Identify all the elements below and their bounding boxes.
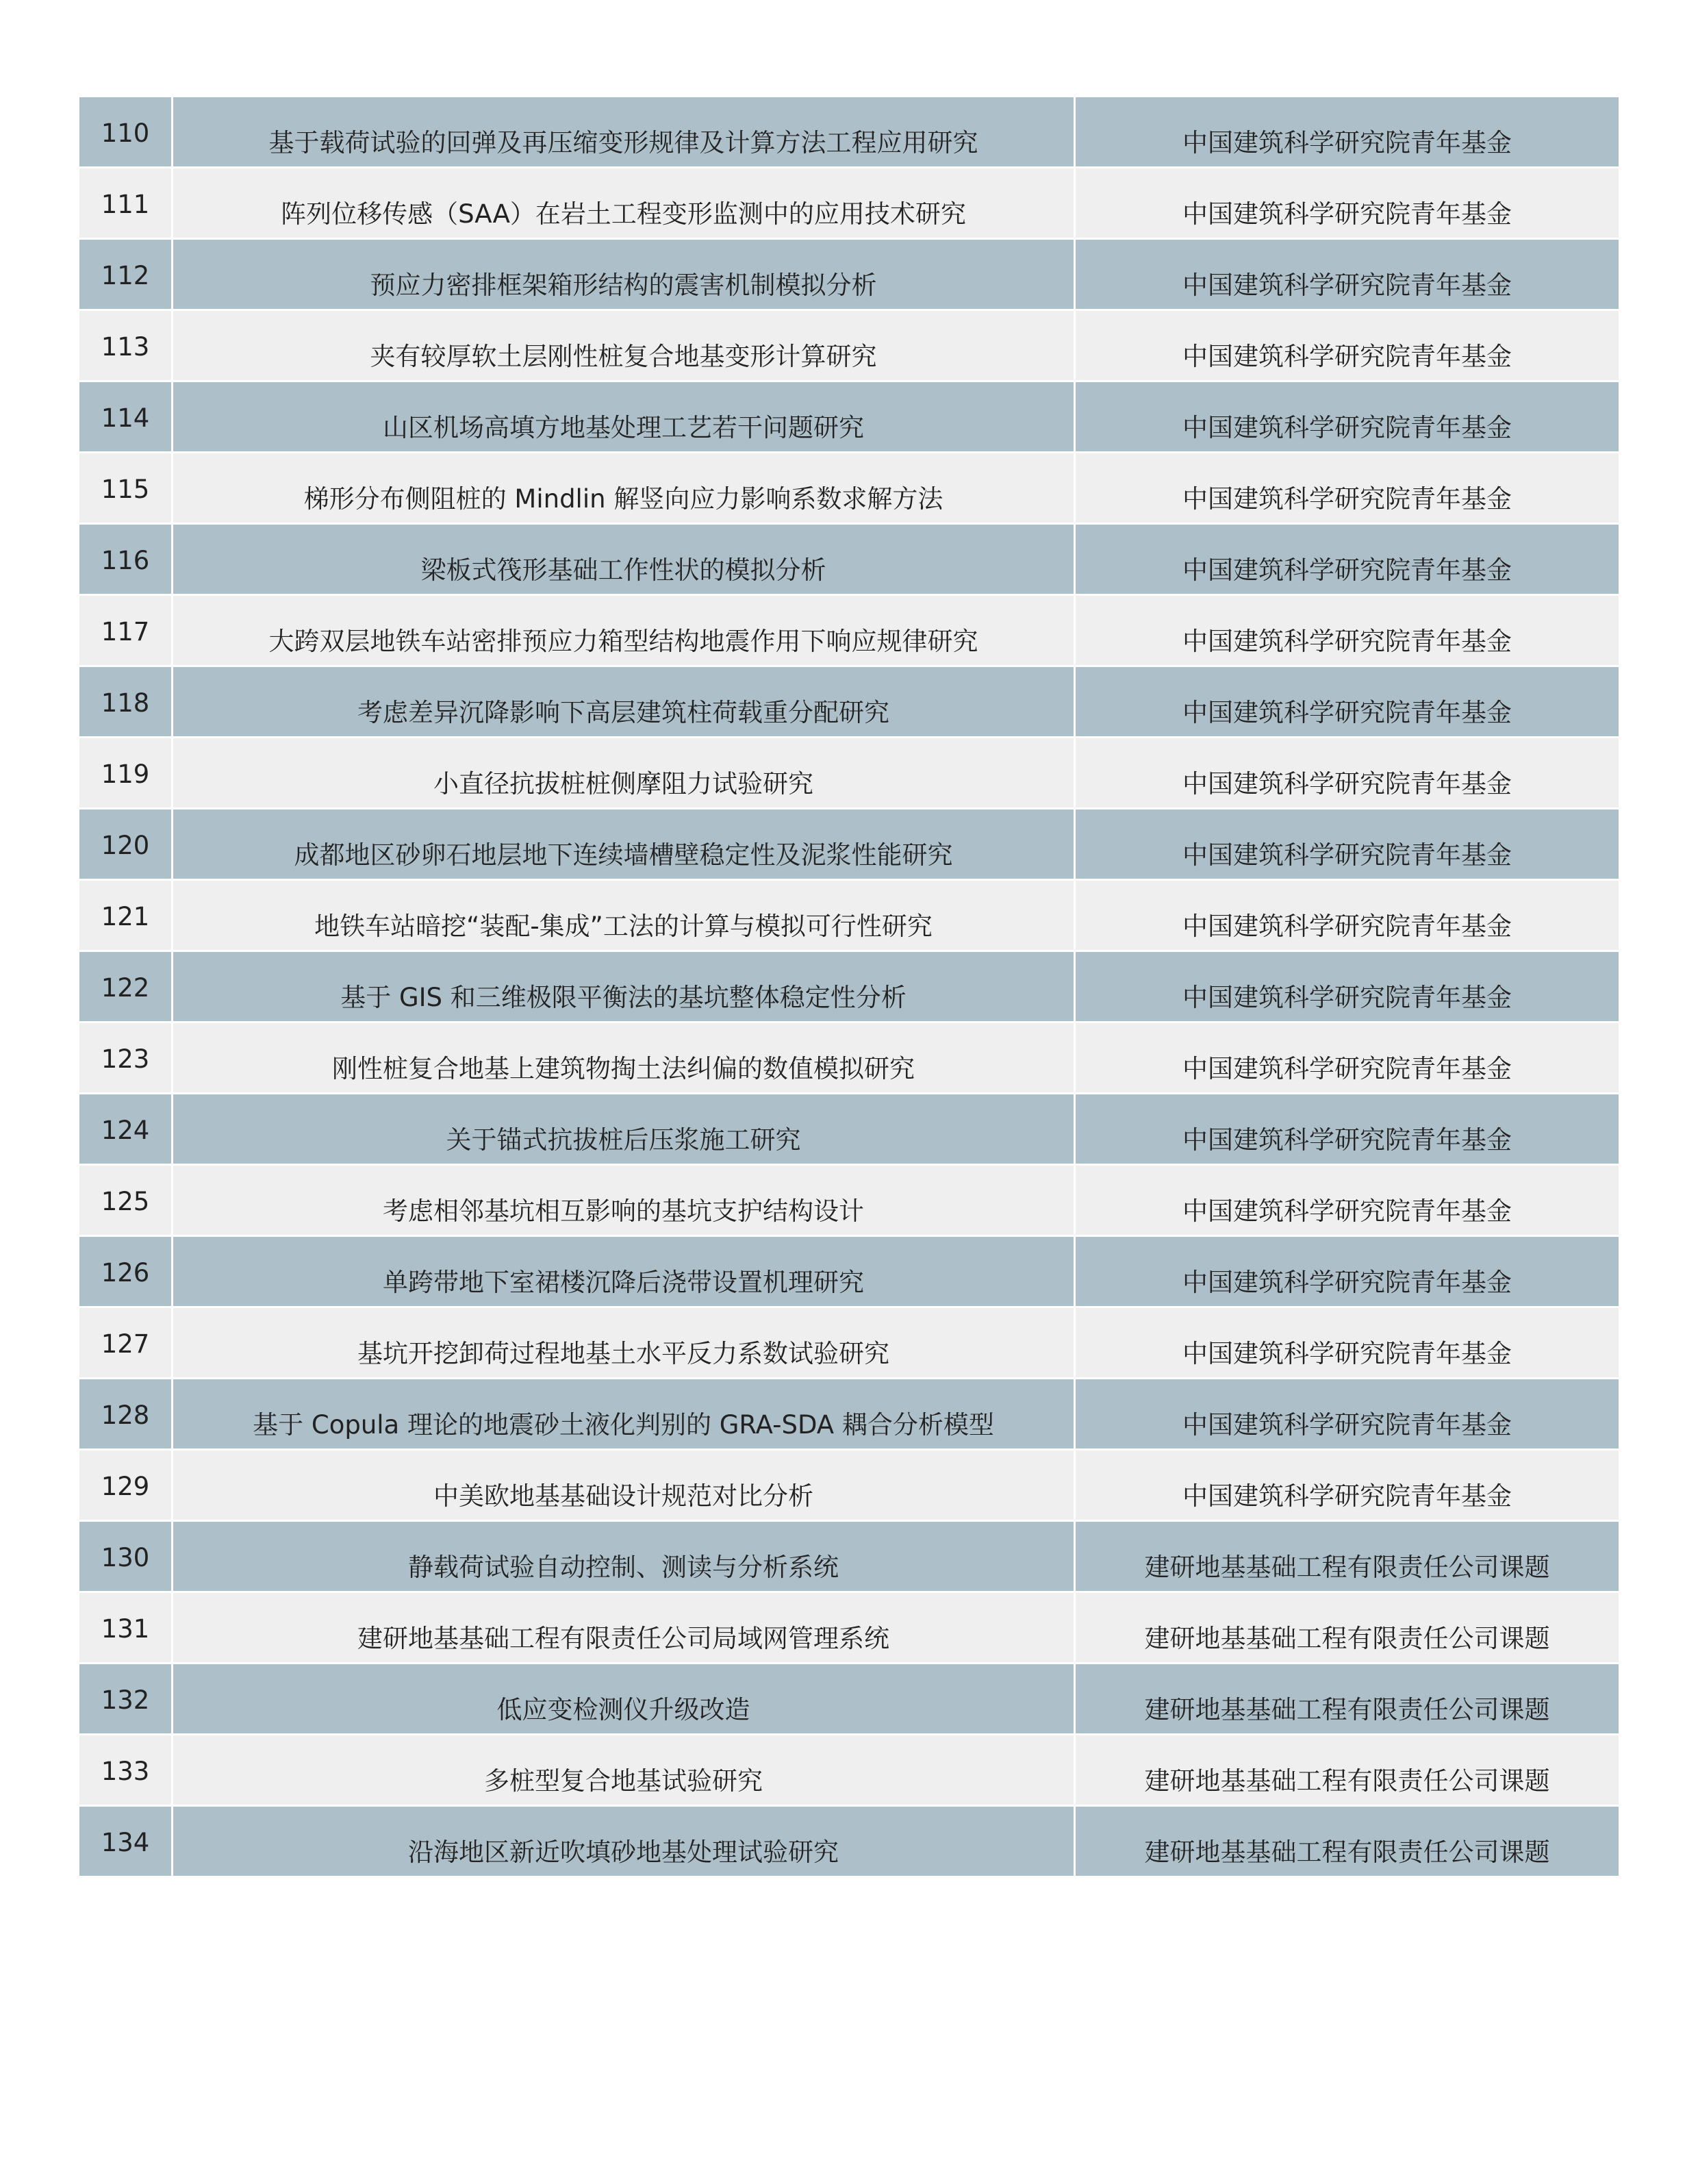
project-title: 山区机场高填方地基处理工艺若干问题研究 (173, 382, 1076, 451)
project-table (79, 95, 1619, 1878)
table-row (79, 952, 1619, 1023)
project-title: 刚性桩复合地基上建筑物掏土法纠偏的数值模拟研究 (173, 1023, 1076, 1092)
project-title: 地铁车站暗挖“装配-集成”工法的计算与模拟可行性研究 (173, 881, 1076, 950)
funding-source: 中国建筑科学研究院青年基金 (1182, 271, 1512, 300)
row-number: 115 (79, 453, 173, 523)
project-title: 大跨双层地铁车站密排预应力箱型结构地震作用下响应规律研究 (173, 596, 1076, 665)
row-number: 132 (79, 1664, 173, 1733)
table-row (79, 1664, 1619, 1735)
row-number: 130 (79, 1522, 173, 1591)
project-title: 基于 Copula 理论的地震砂土液化判别的 GRA-SDA 耦合分析模型 (173, 1379, 1076, 1448)
row-number: 111 (79, 168, 173, 238)
funding-source: 中国建筑科学研究院青年基金 (1182, 1054, 1512, 1083)
row-number: 122 (79, 952, 173, 1021)
project-title: 小直径抗拔桩桩侧摩阻力试验研究 (173, 738, 1076, 807)
table-row (79, 1094, 1619, 1166)
row-number: 125 (79, 1166, 173, 1235)
row-number: 114 (79, 382, 173, 451)
project-title: 预应力密排框架箱形结构的震害机制模拟分析 (173, 240, 1076, 309)
table-row (79, 1451, 1619, 1522)
funding-source: 中国建筑科学研究院青年基金 (1182, 1339, 1512, 1368)
table-row (79, 382, 1619, 453)
funding-source: 中国建筑科学研究院青年基金 (1182, 769, 1512, 799)
table-row (79, 1308, 1619, 1379)
row-number: 110 (79, 97, 173, 166)
funding-source: 中国建筑科学研究院青年基金 (1182, 912, 1512, 941)
project-title: 成都地区砂卵石地层地下连续墙槽壁稳定性及泥浆性能研究 (173, 809, 1076, 879)
row-number: 112 (79, 240, 173, 309)
table-row (79, 1166, 1619, 1237)
table-row (79, 1593, 1619, 1664)
table-row (79, 738, 1619, 809)
table-row (79, 809, 1619, 881)
funding-source: 中国建筑科学研究院青年基金 (1182, 413, 1512, 442)
row-number: 119 (79, 738, 173, 807)
table-row (79, 1379, 1619, 1451)
row-number: 124 (79, 1094, 173, 1164)
table-row (79, 168, 1619, 240)
project-title: 关于锚式抗拔桩后压浆施工研究 (173, 1094, 1076, 1164)
project-title: 阵列位移传感（SAA）在岩土工程变形监测中的应用技术研究 (173, 168, 1076, 238)
funding-source: 建研地基基础工程有限责任公司课题 (1144, 1553, 1550, 1582)
project-title: 基坑开挖卸荷过程地基土水平反力系数试验研究 (173, 1308, 1076, 1377)
table-row (79, 1807, 1619, 1878)
row-number: 121 (79, 881, 173, 950)
project-title: 基于载荷试验的回弹及再压缩变形规律及计算方法工程应用研究 (173, 97, 1076, 166)
table-row (79, 453, 1619, 525)
funding-source: 中国建筑科学研究院青年基金 (1182, 1268, 1512, 1297)
funding-source: 中国建筑科学研究院青年基金 (1182, 199, 1512, 229)
table-row (79, 525, 1619, 596)
funding-source: 建研地基基础工程有限责任公司课题 (1144, 1837, 1550, 1867)
table-row (79, 1522, 1619, 1593)
table-row (79, 1735, 1619, 1807)
project-title: 沿海地区新近吹填砂地基处理试验研究 (173, 1807, 1076, 1876)
funding-source: 建研地基基础工程有限责任公司课题 (1144, 1624, 1550, 1653)
funding-source: 中国建筑科学研究院青年基金 (1182, 342, 1512, 371)
project-title: 考虑差异沉降影响下高层建筑柱荷载重分配研究 (173, 667, 1076, 736)
row-number: 133 (79, 1735, 173, 1805)
table-row (79, 881, 1619, 952)
row-number: 117 (79, 596, 173, 665)
project-title: 单跨带地下室裙楼沉降后浇带设置机理研究 (173, 1237, 1076, 1306)
project-title: 考虑相邻基坑相互影响的基坑支护结构设计 (173, 1166, 1076, 1235)
funding-source: 中国建筑科学研究院青年基金 (1182, 1481, 1512, 1511)
table-row (79, 240, 1619, 311)
table-row (79, 1023, 1619, 1094)
project-title: 多桩型复合地基试验研究 (173, 1735, 1076, 1805)
row-number: 123 (79, 1023, 173, 1092)
row-number: 128 (79, 1379, 173, 1448)
table-row (79, 596, 1619, 667)
row-number: 120 (79, 809, 173, 879)
table-row (79, 311, 1619, 382)
funding-source: 中国建筑科学研究院青年基金 (1182, 840, 1512, 870)
row-number: 113 (79, 311, 173, 380)
funding-source: 中国建筑科学研究院青年基金 (1182, 555, 1512, 585)
funding-source: 中国建筑科学研究院青年基金 (1182, 1410, 1512, 1440)
project-title: 基于 GIS 和三维极限平衡法的基坑整体稳定性分析 (173, 952, 1076, 1021)
project-title: 静载荷试验自动控制、测读与分析系统 (173, 1522, 1076, 1591)
project-title: 低应变检测仪升级改造 (173, 1664, 1076, 1733)
funding-source: 中国建筑科学研究院青年基金 (1182, 698, 1512, 727)
project-title: 梁板式筏形基础工作性状的模拟分析 (173, 525, 1076, 594)
funding-source: 建研地基基础工程有限责任公司课题 (1144, 1766, 1550, 1796)
funding-source: 中国建筑科学研究院青年基金 (1182, 1196, 1512, 1226)
table-row (79, 1237, 1619, 1308)
row-number: 126 (79, 1237, 173, 1306)
row-number: 131 (79, 1593, 173, 1662)
row-number: 116 (79, 525, 173, 594)
table-row (79, 97, 1619, 168)
project-title: 梯形分布侧阻桩的 Mindlin 解竖向应力影响系数求解方法 (173, 453, 1076, 523)
row-number: 118 (79, 667, 173, 736)
funding-source: 中国建筑科学研究院青年基金 (1182, 484, 1512, 514)
funding-source: 中国建筑科学研究院青年基金 (1182, 983, 1512, 1012)
row-number: 127 (79, 1308, 173, 1377)
project-title: 建研地基基础工程有限责任公司局域网管理系统 (173, 1593, 1076, 1662)
row-number: 129 (79, 1451, 173, 1520)
row-number: 134 (79, 1807, 173, 1876)
funding-source: 建研地基基础工程有限责任公司课题 (1144, 1695, 1550, 1724)
project-title: 中美欧地基基础设计规范对比分析 (173, 1451, 1076, 1520)
funding-source: 中国建筑科学研究院青年基金 (1182, 128, 1512, 158)
funding-source: 中国建筑科学研究院青年基金 (1182, 627, 1512, 656)
project-title: 夹有较厚软土层刚性桩复合地基变形计算研究 (173, 311, 1076, 380)
table-row (79, 667, 1619, 738)
funding-source: 中国建筑科学研究院青年基金 (1182, 1125, 1512, 1155)
